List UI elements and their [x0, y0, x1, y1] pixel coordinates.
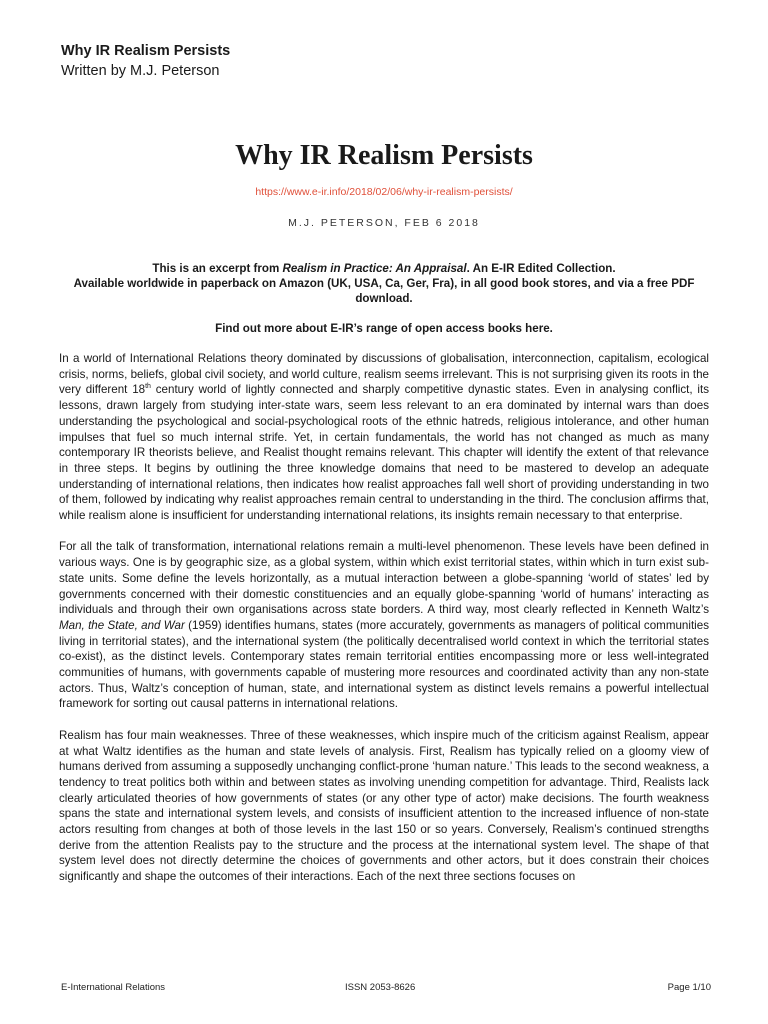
excerpt-prefix: This is an excerpt from	[152, 262, 283, 275]
header-author: Written by M.J. Peterson	[61, 63, 220, 79]
paragraph-3: Realism has four main weaknesses. Three of these weaknesses, which inspire much of the criticism against Realism, appear at what Waltz identifies as the human and state levels of analysis. First, Realism has typically relied on a gloomy view of humans derived from assuming a supposedly unchanging conflict-prone ‘human nature.’ This leads to the second weakness, a tendency to treat politics both within and between states as involving unending competition for advantage. Third, Realists lack clearly articulated theories of how governments of states (or any other type of actor) make decisions. The fourth weakness spans the state and international system levels, and consists of insufficient attention to the increased influence of non-state actors resulting from changes at both of those levels in the last 150 or so years. Conversely, Realism’s continued strengths derive from the attention Realists pay to the structure and the process at the international system level. The shape of that system level does not directly determine the choices of governments and other actors, but it does constrain their choices significantly and shape the outcomes of their interactions. Each of the next three sections focuses on	[59, 728, 709, 884]
excerpt-book-title[interactable]: Realism in Practice: An Appraisal	[282, 262, 467, 275]
book-title-italic: Man, the State, and War	[59, 618, 185, 632]
footer-issn: ISSN 2053-8626	[345, 982, 416, 993]
paragraph-1-part-b: century world of lightly connected and sharply competitive dynastic states. Even in analysing conflict, its lessons, drawn largely from studying inter-state wars, seem less relevant to an era dominated by internal wars than does understanding the psychological and social-psychological roots of the ethnic hatreds, religious intolerance, and other human impulses that fuel so much internal strife. Yet, in certain fundamentals, the world has not changed as much as many contemporary IR theorists believe, and Realist thought remains relevant. This chapter will identify the extent of that relevance in three steps. It begins by outlining the three knowledge domains that need to be mastered to develop an adequate understanding of international relations, then indicates how realist approaches fall well short of providing understanding in two of them, followed by indicating why realist approaches remain central to understanding in the third. The conclusion affirms that, while realism alone is insufficient for understanding international relations, its insights remain necessary to that enterprise.	[59, 383, 709, 523]
paragraph-2-part-a: For all the talk of transformation, international relations remain a multi-level phenomenon. These levels have been defined in various ways. One is by geographic size, as a global system, within which exist territorial states, within which in turn exist sub-state units. Some define the levels horizontally, as a mutual interaction between a globe-spanning ‘world of states’ led by governments concerned with their domestic constituencies and an equally globe-spanning ‘world of humans’ interacting as individuals and through their own organisations across state borders. A third way, most clearly reflected in Kenneth Waltz’s	[59, 540, 709, 617]
excerpt-notice	[61, 261, 707, 306]
paragraph-2-part-b: (1959) identifies humans, states (more accurately, governments as managers of political communities living in territorial states), and the international system (the politically decentralised world context in which the territorial states co-exist), as the distinct levels. Contemporary states remain territorial entities encompassing more or less well-integrated communities of humans, with governments capable of mustering more resources and coordinated activity than any non-state actors. Thus, Waltz’s conception of human, state, and international system as distinct levels remains a powerful intellectual framework for sorting out causal patterns in international relations.	[59, 618, 709, 711]
article-url[interactable]: https://www.e-ir.info/2018/02/06/why-ir-realism-persists/	[255, 186, 513, 198]
header-title: Why IR Realism Persists	[61, 43, 231, 59]
find-more-link[interactable]: Find out more about E-IR’s range of open access books here.	[215, 322, 553, 335]
paragraph-1	[59, 351, 709, 524]
page-header	[61, 42, 721, 80]
superscript: th	[145, 383, 151, 391]
article-body	[59, 351, 709, 901]
footer-page-number: Page 1/10	[667, 982, 711, 993]
paragraph-2	[59, 539, 709, 712]
paragraph-1-part-a: In a world of International Relations theory dominated by discussions of globalisation, interconnection, capitalism, ecological crisis, norms, beliefs, global civil society, and world culture, realism seems irrelevant. This is not surprising given its roots in the very different 18	[59, 352, 709, 397]
excerpt-availability: Available worldwide in paperback on Amazon (UK, USA, Ca, Ger, Fra), in all good book stores, and via a free PDF download.	[73, 277, 695, 305]
article-title: Why IR Realism Persists	[235, 140, 533, 171]
article-byline: M.J. PETERSON, FEB 6 2018	[288, 217, 480, 229]
footer-publisher: E-International Relations	[61, 982, 166, 993]
excerpt-suffix: . An E-IR Edited Collection.	[466, 262, 616, 275]
